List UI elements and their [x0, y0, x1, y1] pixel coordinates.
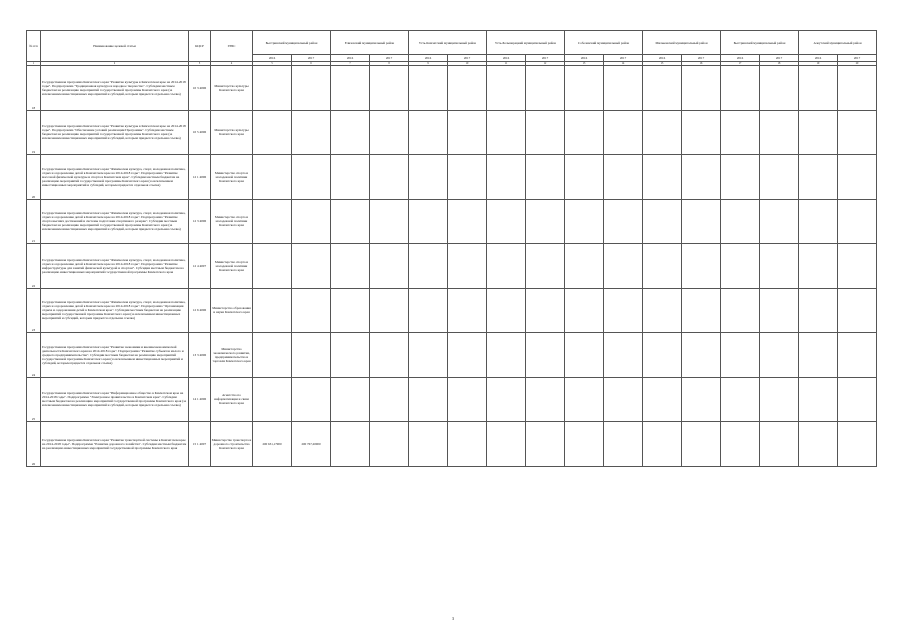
row-number: 18 — [27, 66, 41, 111]
row-value-cell — [682, 110, 721, 155]
row-value-2017 — [292, 66, 331, 111]
row-value-cell — [838, 244, 877, 289]
row-value-cell — [604, 66, 643, 111]
row-kcsr: 10 5 4006 — [189, 110, 211, 155]
row-kcsr: 10 3 4006 — [189, 66, 211, 111]
row-grbs: Министерство транспорта и дорожного строительства Камчатского края — [211, 422, 253, 467]
column-number: 14 — [604, 62, 643, 66]
row-value-cell — [448, 199, 487, 244]
row-kcsr: 12 1 4006 — [189, 155, 211, 200]
row-value-cell — [526, 333, 565, 378]
column-number: 10 — [448, 62, 487, 66]
row-value-cell — [409, 333, 448, 378]
row-value-cell — [370, 333, 409, 378]
row-value-cell — [448, 377, 487, 422]
row-value-cell — [838, 288, 877, 333]
row-value-2017 — [292, 199, 331, 244]
column-number: 5 — [253, 62, 292, 66]
row-value-2016: 200 631,17900 — [253, 422, 292, 467]
row-value-cell — [799, 66, 838, 111]
row-value-2016 — [253, 66, 292, 111]
budget-table — [26, 30, 877, 467]
row-value-cell — [838, 155, 877, 200]
row-grbs: Агентство по информатизации и связи Камчатского края — [211, 377, 253, 422]
budget-table-sheet — [26, 30, 877, 467]
row-grbs: Министерство экономического развития, предпринимательства и торговли Камчатского края — [211, 333, 253, 378]
row-value-cell — [526, 377, 565, 422]
row-value-cell — [799, 155, 838, 200]
header-year: 2017 — [604, 55, 643, 62]
row-number: 22 — [27, 244, 41, 289]
header-year: 2016 — [487, 55, 526, 62]
row-grbs: Министерство спорта и молодежной политики Камчатского края — [211, 244, 253, 289]
row-kcsr: 12 6 4006 — [189, 288, 211, 333]
row-value-cell — [682, 244, 721, 289]
header-year: 2017 — [760, 55, 799, 62]
column-number: 17 — [721, 62, 760, 66]
header-group: Мильковский муниципальный район — [643, 31, 721, 55]
row-value-cell — [526, 422, 565, 467]
row-value-cell — [487, 288, 526, 333]
column-number: 16 — [682, 62, 721, 66]
table-row — [27, 199, 877, 244]
row-number: 25 — [27, 377, 41, 422]
row-value-2017 — [292, 110, 331, 155]
header-group: Быстринский муниципальный район — [721, 31, 799, 55]
column-number: 11 — [487, 62, 526, 66]
row-value-cell — [604, 288, 643, 333]
column-number: 12 — [526, 62, 565, 66]
row-value-cell — [526, 199, 565, 244]
row-value-cell — [448, 288, 487, 333]
header-year: 2017 — [682, 55, 721, 62]
header-group: Быстринский муниципальный район — [253, 31, 331, 55]
table-row — [27, 155, 877, 200]
row-value-cell — [409, 288, 448, 333]
row-value-cell — [565, 199, 604, 244]
row-kcsr: 14 1 4006 — [189, 377, 211, 422]
row-value-cell — [370, 199, 409, 244]
row-value-cell — [838, 333, 877, 378]
row-value-2017 — [292, 333, 331, 378]
row-value-cell — [838, 377, 877, 422]
row-value-cell — [370, 244, 409, 289]
row-value-cell — [838, 66, 877, 111]
row-value-cell — [565, 333, 604, 378]
row-value-cell — [721, 288, 760, 333]
header-grbs: ГРБС — [211, 31, 253, 62]
row-name: Государственная программа Камчатского края "Информационное общество в Камчатском крае на 2014-2018 годы". Подпрограмма "Электронное правительство в Камчатском крае". Субсидии местным бюджетам на реализацию мероприятий государственной программы Камчатского края (за исключением инвестиционных мероприятий и субсидий, которым придается отдельная ссылка) — [41, 377, 189, 422]
row-number: 19 — [27, 110, 41, 155]
row-name: Государственная программа Камчатского края "Физическая культура, спорт, молодежная политика, отдых и оздоровление детей в Камчатском крае на 2014-2018 годы". Подпрограмма "Развитие спорта высших достижений и системы подготовки спортивного резерва". Субсидии местным бюджетам на реализацию мероприятий государственной программы Камчатского края (за исключением инвестиционных мероприятий и субсидий, которым придается отдельная ссылка) — [41, 199, 189, 244]
row-value-cell — [565, 66, 604, 111]
row-value-cell — [331, 422, 370, 467]
table-row — [27, 422, 877, 467]
column-number: 9 — [409, 62, 448, 66]
table-body — [27, 66, 877, 467]
row-value-cell — [721, 199, 760, 244]
row-value-cell — [565, 422, 604, 467]
row-value-cell — [331, 244, 370, 289]
row-value-cell — [643, 244, 682, 289]
row-value-cell — [448, 110, 487, 155]
row-value-cell — [331, 199, 370, 244]
row-value-cell — [643, 155, 682, 200]
row-value-cell — [487, 110, 526, 155]
column-number: 6 — [292, 62, 331, 66]
row-value-cell — [409, 377, 448, 422]
row-grbs: Министерство культуры Камчатского края — [211, 66, 253, 111]
row-value-cell — [643, 288, 682, 333]
header-group: Соболевский муниципальный район — [565, 31, 643, 55]
page-number: 3 — [452, 616, 454, 621]
row-value-2017 — [292, 155, 331, 200]
row-number: 21 — [27, 199, 41, 244]
row-value-2017 — [292, 244, 331, 289]
row-value-cell — [370, 377, 409, 422]
row-value-cell — [721, 422, 760, 467]
header-group: Елизовский муниципальный район — [331, 31, 409, 55]
column-number: 1 — [27, 62, 41, 66]
row-value-cell — [760, 199, 799, 244]
table-row — [27, 377, 877, 422]
header-year: 2016 — [409, 55, 448, 62]
row-value-cell — [331, 288, 370, 333]
row-value-cell — [682, 422, 721, 467]
table-row — [27, 288, 877, 333]
row-value-cell — [760, 66, 799, 111]
row-name: Государственная программа Камчатского края "Физическая культура, спорт, молодежная политика, отдых и оздоровление детей в Камчатском крае на 2014-2018 годы". Подпрограмма "Развитие массовой физической культуры и спорта в Камчатском крае". Субсидии местным бюджетам на реализацию мероприятий государственной программы Камчатского края (за исключением инвестиционных мероприятий и субсидий, которым придается отдельная ссылка) — [41, 155, 189, 200]
row-value-2017 — [292, 377, 331, 422]
row-value-cell — [448, 66, 487, 111]
row-value-cell — [331, 110, 370, 155]
header-year: 2017 — [838, 55, 877, 62]
row-value-2017 — [292, 288, 331, 333]
row-value-2016 — [253, 333, 292, 378]
row-value-cell — [487, 66, 526, 111]
row-value-cell — [799, 377, 838, 422]
row-number: 23 — [27, 288, 41, 333]
column-number: 13 — [565, 62, 604, 66]
header-year: 2016 — [799, 55, 838, 62]
header-group: Алеутский муниципальный район — [799, 31, 877, 55]
row-value-cell — [487, 377, 526, 422]
row-value-cell — [448, 333, 487, 378]
table-row — [27, 110, 877, 155]
row-value-2017: 200 767,20000 — [292, 422, 331, 467]
row-value-cell — [604, 333, 643, 378]
row-value-cell — [409, 155, 448, 200]
row-value-cell — [565, 155, 604, 200]
row-name: Государственная программа Камчатского края "Развитие экономики и внешнеэкономической деятельности Камчатского края на 2014-2018 годы". Подпрограмма "Развитие субъектов малого и среднего предпринимательства". Субсидии местным бюджетам на реализацию мероприятий государственной программы Камчатского края (за исключением инвестиционных мероприятий и субсидий, которым придается отдельная ссылка) — [41, 333, 189, 378]
header-year: 2017 — [526, 55, 565, 62]
row-value-cell — [409, 110, 448, 155]
column-number: 18 — [760, 62, 799, 66]
row-value-cell — [370, 422, 409, 467]
row-value-cell — [838, 110, 877, 155]
row-value-cell — [604, 199, 643, 244]
row-kcsr: 15 1 4007 — [189, 422, 211, 467]
row-value-cell — [370, 155, 409, 200]
row-value-cell — [331, 155, 370, 200]
row-value-cell — [565, 244, 604, 289]
row-value-cell — [370, 110, 409, 155]
row-name: Государственная программа Камчатского края "Физическая культура, спорт, молодежная политика, отдых и оздоровление детей в Камчатском крае на 2014-2018 годы". Подпрограмма "Организация отдыха и оздоровления детей в Камчатском крае". Субсидии местным бюджетам на реализацию мероприятий государственной программы Камчатского края (за исключением инвестиционных мероприятий и субсидий, которым придается отдельная ссылка) — [41, 288, 189, 333]
row-value-cell — [643, 66, 682, 111]
row-value-cell — [721, 66, 760, 111]
row-value-cell — [760, 333, 799, 378]
row-value-cell — [565, 377, 604, 422]
row-value-cell — [409, 66, 448, 111]
row-value-cell — [643, 422, 682, 467]
row-value-cell — [760, 422, 799, 467]
row-value-cell — [526, 66, 565, 111]
row-grbs: Министерство спорта и молодежной политики Камчатского края — [211, 155, 253, 200]
row-value-cell — [331, 377, 370, 422]
row-value-cell — [448, 422, 487, 467]
row-value-cell — [643, 333, 682, 378]
row-name: Государственная программа Камчатского края "Развитие культуры в Камчатском крае на 2014-2018 годы". Подпрограмма "Обеспечение условий реализации Программы". Субсидии местным бюджетам на реализацию мероприятий государственной программы Камчатского края (за исключением инвестиционных мероприятий и субсидий, которым придается отдельная ссылка) — [41, 110, 189, 155]
header-year: 2017 — [370, 55, 409, 62]
row-grbs: Министерство культуры Камчатского края — [211, 110, 253, 155]
row-grbs: Министерство спорта и молодежной политики Камчатского края — [211, 199, 253, 244]
row-kcsr: 12 3 4006 — [189, 199, 211, 244]
row-value-cell — [448, 244, 487, 289]
row-name: Государственная программа Камчатского края "Физическая культура, спорт, молодежная политика, отдых и оздоровление детей в Камчатском крае на 2014-2018 годы". Подпрограмма "Развитие инфраструктуры для занятий физической культурой и спортом". Субсидии местным бюджетам на реализацию инвестиционных мероприятий государственной программы Камчатского края — [41, 244, 189, 289]
row-value-2016 — [253, 288, 292, 333]
row-kcsr: 13 3 4006 — [189, 333, 211, 378]
row-value-cell — [760, 377, 799, 422]
row-value-cell — [682, 155, 721, 200]
header-group: Усть-Камчатский муниципальный район — [409, 31, 487, 55]
row-value-cell — [682, 66, 721, 111]
row-value-cell — [643, 377, 682, 422]
column-number: 19 — [799, 62, 838, 66]
row-value-cell — [565, 110, 604, 155]
row-value-2016 — [253, 199, 292, 244]
row-value-cell — [799, 288, 838, 333]
row-value-cell — [604, 377, 643, 422]
column-number: 7 — [331, 62, 370, 66]
column-number: 15 — [643, 62, 682, 66]
row-value-cell — [604, 244, 643, 289]
row-value-cell — [487, 155, 526, 200]
header-year: 2017 — [292, 55, 331, 62]
row-value-cell — [838, 199, 877, 244]
column-number: 3 — [189, 62, 211, 66]
row-value-cell — [643, 110, 682, 155]
row-grbs: Министерство образования и науки Камчатского края — [211, 288, 253, 333]
row-value-cell — [526, 110, 565, 155]
row-value-cell — [331, 66, 370, 111]
row-value-cell — [760, 244, 799, 289]
table-row — [27, 333, 877, 378]
header-kcsr: КЦСР — [189, 31, 211, 62]
row-value-cell — [604, 422, 643, 467]
row-value-cell — [331, 333, 370, 378]
row-value-cell — [721, 377, 760, 422]
row-kcsr: 12 4 4007 — [189, 244, 211, 289]
row-value-cell — [448, 155, 487, 200]
column-number: 20 — [838, 62, 877, 66]
table-row — [27, 244, 877, 289]
column-number: 2 — [41, 62, 189, 66]
row-value-cell — [682, 199, 721, 244]
row-number: 24 — [27, 333, 41, 378]
row-value-cell — [526, 244, 565, 289]
row-value-cell — [487, 422, 526, 467]
header-name: Наименование целевой статьи — [41, 31, 189, 62]
header-year: 2016 — [253, 55, 292, 62]
header-year: 2017 — [448, 55, 487, 62]
header-year: 2016 — [643, 55, 682, 62]
table-row — [27, 66, 877, 111]
row-value-cell — [604, 110, 643, 155]
row-value-cell — [409, 244, 448, 289]
row-value-cell — [838, 422, 877, 467]
row-name: Государственная программа Камчатского края "Развитие транспортной системы в Камчатском крае на 2014-2018 годы". Подпрограмма "Развитие дорожного хозяйства". Субсидии местным бюджетам на реализацию инвестиционных мероприятий государственной программы Камчатского края — [41, 422, 189, 467]
row-value-2016 — [253, 244, 292, 289]
header-year: 2016 — [565, 55, 604, 62]
row-value-cell — [682, 333, 721, 378]
row-value-cell — [721, 244, 760, 289]
row-value-cell — [799, 333, 838, 378]
row-value-cell — [409, 199, 448, 244]
row-value-cell — [643, 199, 682, 244]
row-value-cell — [487, 199, 526, 244]
header-year: 2016 — [721, 55, 760, 62]
column-number: 8 — [370, 62, 409, 66]
row-value-cell — [760, 288, 799, 333]
row-value-cell — [487, 244, 526, 289]
header-year: 2016 — [331, 55, 370, 62]
row-value-cell — [799, 244, 838, 289]
row-value-cell — [760, 155, 799, 200]
row-value-cell — [721, 110, 760, 155]
header-group: Усть-Большерецкий муниципальный район — [487, 31, 565, 55]
header-num: № п/п — [27, 31, 41, 62]
row-value-2016 — [253, 155, 292, 200]
row-value-cell — [565, 288, 604, 333]
row-value-cell — [370, 288, 409, 333]
row-value-cell — [682, 288, 721, 333]
row-value-cell — [721, 155, 760, 200]
row-value-cell — [409, 422, 448, 467]
row-value-cell — [526, 155, 565, 200]
row-value-cell — [799, 199, 838, 244]
row-value-cell — [370, 66, 409, 111]
row-value-cell — [487, 333, 526, 378]
row-value-2016 — [253, 110, 292, 155]
row-name: Государственная программа Камчатского края "Развитие культуры в Камчатском крае на 2014-2018 годы". Подпрограмма "Традиционная культура и народное творчество". Субсидии местным бюджетам на реализацию мероприятий государственной программы Камчатского края (за исключением инвестиционных мероприятий и субсидий, которым придается отдельная ссылка) — [41, 66, 189, 111]
row-value-cell — [682, 377, 721, 422]
row-number: 20 — [27, 155, 41, 200]
row-value-cell — [760, 110, 799, 155]
row-value-cell — [721, 333, 760, 378]
column-number: 4 — [211, 62, 253, 66]
row-value-cell — [526, 288, 565, 333]
row-value-cell — [604, 155, 643, 200]
row-number: 26 — [27, 422, 41, 467]
row-value-2016 — [253, 377, 292, 422]
row-value-cell — [799, 422, 838, 467]
row-value-cell — [799, 110, 838, 155]
